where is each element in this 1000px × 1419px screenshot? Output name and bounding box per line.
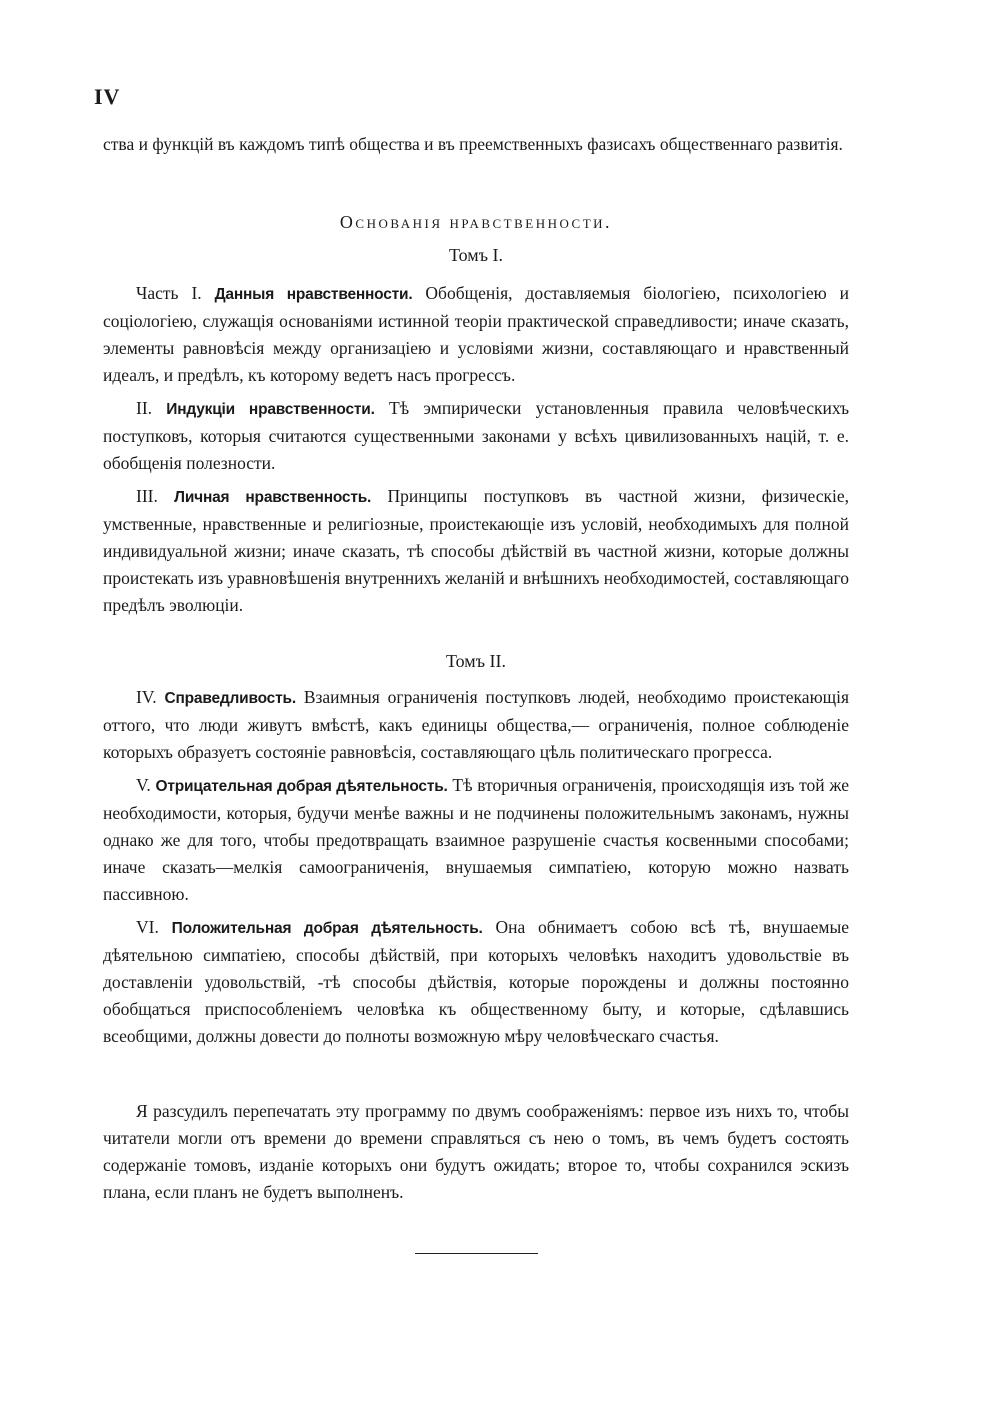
part-prefix: III.: [136, 486, 158, 506]
part-item: [103, 395, 849, 477]
section-title: Основанія нравственности.: [339, 212, 613, 232]
part-prefix: V.: [136, 775, 151, 795]
part-prefix: VI.: [136, 917, 159, 937]
part-body: Тѣ вторичныя ограниченія, происходящія изъ той же необходимости, которыя, будучи менѣе важны и не подчинены положительнымъ законамъ, нужны однако же для того, чтобы предотвращать взаимное разрушеніе счастья косвенными способами; иначе сказать—мелкія самоограниченія, внушаемыя симпатіею, которую можно назвать пассивною.: [103, 775, 850, 904]
section-divider: [415, 1253, 538, 1254]
part-body: Тѣ эмпирически установленныя правила человѣческихъ поступковъ, которыя считаются существенными законами у всѣхъ цивилизованныхъ націй, т. е. обобщенія полезности.: [103, 398, 849, 473]
part-title: Положительная добрая дѣятельность.: [171, 920, 483, 937]
volume-heading-1: Томъ I.: [449, 245, 503, 265]
volume-heading-2: Томъ II.: [446, 651, 506, 671]
part-item: [103, 483, 849, 619]
part-body: Обобщенія, доставляемыя біологіею, психологіею и соціологіею, служащія основаніями истинной теоріи практической справедливости; иначе сказать, элементы равновѣсія между организаціею и условіями жизни, составляющаго и нравственный идеалъ, и предѣлъ, къ которому ведетъ насъ прогрессъ.: [103, 283, 849, 385]
volume-1-parts: [103, 280, 849, 625]
part-prefix: Часть I.: [136, 283, 202, 303]
part-title: Индукціи нравственности.: [166, 401, 375, 418]
part-title: Личная нравственность.: [174, 489, 372, 506]
part-title: Данныя нравственности.: [214, 286, 413, 303]
part-item: [103, 280, 849, 389]
volume-2-parts: [103, 684, 849, 1056]
part-item: [103, 914, 849, 1050]
part-prefix: II.: [136, 398, 153, 418]
closing-note: [103, 1098, 849, 1212]
continuation-paragraph: ства и функцій въ каждомъ типѣ общества и въ преемственныхъ фазисахъ общественнаго развитія.: [103, 134, 843, 154]
part-prefix: IV.: [136, 687, 157, 707]
part-body: Она обнимаетъ собою всѣ тѣ, внушаемые дѣятельною симпатіею, способы дѣйствій, при которыхъ человѣкъ находитъ удовольствіе въ доставленіи удовольствій, -тѣ способы дѣйствія, которые порождены и должны постоянно обобщаться приспособленіемъ человѣка къ общественному быту, и которые, сдѣлавшись всеобщими, должны довести до полноты возможную мѣру человѣческаго счастья.: [103, 917, 850, 1046]
part-title: Справедливость.: [164, 690, 296, 707]
page-number: IV: [94, 84, 121, 109]
part-body: Взаимныя ограниченія поступковъ людей, необходимо проистекающія оттого, что люди живутъ вмѣстѣ, какъ единицы общества,— ограниченія, полное соблюденіе которыхъ образуетъ состояніе равновѣсія, составляющаго цѣль политическаго прогресса.: [103, 687, 850, 762]
part-title: Отрицательная добрая дѣятельность.: [155, 778, 448, 795]
part-body: Принципы поступковъ въ частной жизни, физическіе, умственные, нравственные и религіозные, проистекающіе изъ условій, необходимыхъ для полной индивидуальной жизни; иначе сказать, тѣ способы дѣйствій въ частной жизни, которые должны проистекать изъ уравновѣшенія внутреннихъ желаній и внѣшнихъ необходимостей, составляющаго предѣлъ эволюціи.: [103, 486, 849, 615]
part-item: [103, 772, 849, 908]
closing-note-text: Я разсудилъ перепечатать эту программу по двумъ соображеніямъ: первое изъ нихъ то, чтобы читатели могли отъ времени до времени справляться съ нею о томъ, въ чемъ будетъ состоять содержаніе томовъ, изданіе которыхъ они будутъ ожидать; второе то, чтобы сохранился эскизъ плана, если планъ не будетъ выполненъ.: [103, 1101, 849, 1202]
part-item: [103, 684, 849, 766]
